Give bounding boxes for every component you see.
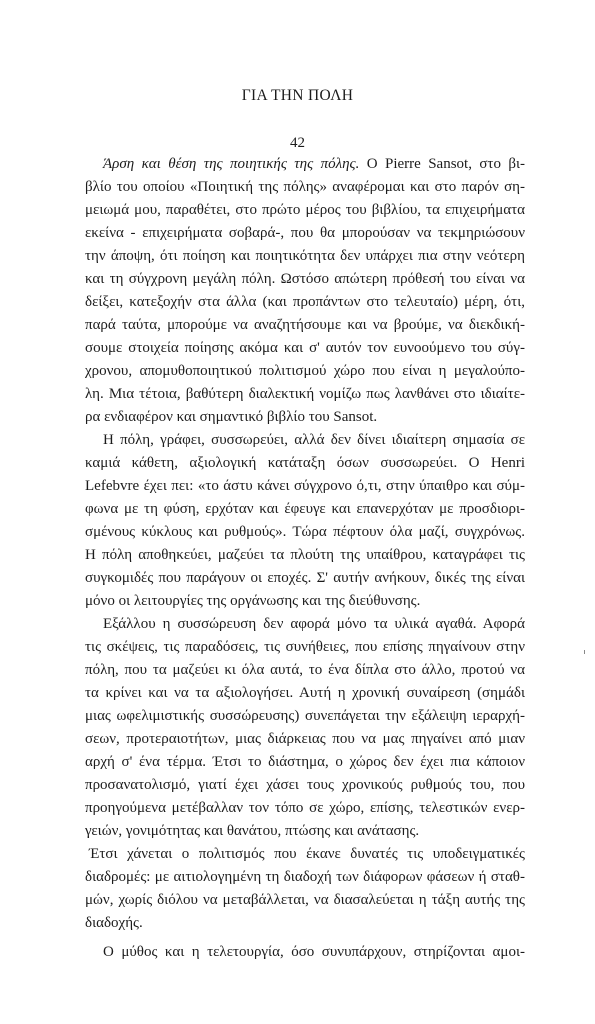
text-line: σμένους κύκλους και ρυθμούς». Τώρα πέφτουν όλα μαζί, συγχρόνως. xyxy=(85,524,525,540)
text-line: μιας ωφελιμιστικής συσσώρευσης) συνεπάγεται την εξάλειψη ιεραρχή- xyxy=(85,708,525,724)
text-line: παρά ταύτα, μπορούμε να αναζητήσουμε και να βρούμε, να διεκδική- xyxy=(85,317,525,333)
text-line: Ο μύθος και η τελετουργία, όσο συνυπάρχουν, στηρίζονται αμοι- xyxy=(103,944,525,960)
text-line: εκείνα - επιχειρήματα σοβαρά-, που θα μπορούσαν να τεκμηριώσουν xyxy=(85,225,525,241)
text-line xyxy=(85,153,525,176)
text-line: και τη σύγχρονη μεγάλη πόλη. Ωστόσο απώτερη πρόθεσή του είναι να xyxy=(85,271,525,287)
text-line: Lefebvre έχει πει: «το άστυ κάνει σύγχρονο ό,τι, στην ύπαιθρο και σύμ- xyxy=(85,478,525,494)
text-line: τις σκέψεις, τις παραδόσεις, τις συνήθειες, που επίσης πηγαίνουν στην xyxy=(85,639,525,655)
text-line: Εξάλλου η συσσώρευση δεν αφορά μόνο τα υλικά αγαθά. Αφορά xyxy=(103,616,525,632)
text-line: διαδοχής. xyxy=(85,915,143,931)
text-line: μειωμά μου, παραθέτει, στο πρώτο μέρος του βιβλίου, τα επιχειρήματα xyxy=(85,202,525,218)
text-line-content: Ο Pierre Sansot, στο βι- xyxy=(359,156,526,172)
text-line: φωνα με τη φύση, ερχόταν και έφευγε και επανερχόταν με προσδιορι- xyxy=(85,501,525,517)
paragraph xyxy=(85,843,525,935)
text-line: λη. Μια τέτοια, βαθύτερη διαλεκτική νομίζω πως λανθάνει στο ιδιαίτε- xyxy=(85,386,525,402)
text-line: πόλη, που τα μαζεύει κι όλα αυτά, το ένα δίπλα στο άλλο, προτού να xyxy=(85,662,525,678)
paragraph xyxy=(85,613,525,843)
text-line: καμιά κάθετη, αξιολογική κατάταξη όσων συσσωρεύει. Ο Henri xyxy=(85,455,525,471)
text-line: μών, χωρίς διόλου να μεταβάλλεται, να διασαλεύεται η τάξη αυτής της xyxy=(85,892,525,908)
paragraph xyxy=(85,941,525,964)
text-line: αρχή σ' ένα τέρμα. Έτσι το διάστημα, ο χώρος δεν έχει πια κάποιον xyxy=(85,754,525,770)
text-line: συγκομιδές που παράγουν οι εποχές. Σ' αυτήν ανήκουν, δικές της είναι xyxy=(85,570,525,586)
text-body xyxy=(85,153,525,964)
text-line: προσανατολισμό, γιατί έχει χάσει τους χρονικούς ρυθμούς του, που xyxy=(85,777,525,793)
text-line: σουμε στοιχεία ποίησης ακόμα και σ' αυτόν τον ευνοούμενο του σύγ- xyxy=(85,340,525,356)
paragraph xyxy=(85,153,525,429)
page-number: 42 xyxy=(290,135,305,151)
text-line: τα κρίνει και να τα αξιολογήσει. Αυτή η χρονική συναίρεση (σημάδι xyxy=(85,685,525,701)
italic-heading: Άρση και θέση της ποιητικής της πόλης. xyxy=(103,156,360,172)
text-line: γειών, γονιμότητας και θανάτου, πτώσης και ανάτασης. xyxy=(85,823,420,839)
text-line: ρα ενδιαφέρον και σημαντικό βιβλίο του Sansot. xyxy=(85,409,378,425)
scan-mark xyxy=(584,650,585,654)
text-line: διαδρομές: με αιτιολογημένη τη διαδοχή των διάφορων φάσεων ή σταθ- xyxy=(85,869,525,885)
text-line: Η πόλη, γράφει, συσσωρεύει, αλλά δεν δίνει ιδιαίτερη σημασία σε xyxy=(103,432,525,448)
text-line: χρονου, απομυθοποιητικού πολιτισμού χώρο που είναι η μεγαλούπο- xyxy=(85,363,525,379)
text-line: Έτσι χάνεται ο πολιτισμός που έκανε δυνατές τις υποδειγματικές xyxy=(89,846,525,862)
paragraph xyxy=(85,429,525,613)
text-line: την άποψη, ότι ποίηση και ποιητικότητα δεν υπάρχει πια στην νεότερη xyxy=(85,248,525,264)
text-line: βλίο του οποίου «Ποιητική της πόλης» αναφέρομαι και στο παρόν ση- xyxy=(85,179,525,195)
text-line: σεων, προτεραιοτήτων, μιας διάρκειας που να μας πηγαίνει από μιαν xyxy=(85,731,525,747)
text-line: μόνο οι λειτουργίες της οργάνωσης και της διεύθυνσης. xyxy=(85,593,421,609)
text-line: Η πόλη αποθηκεύει, μαζεύει τα πλούτη της υπαίθρου, καταγράφει τις xyxy=(85,547,525,563)
text-line: δείξει, κατεξοχήν στα άλλα (και προπάντων στο τελευταίο) μέρη, ότι, xyxy=(85,294,525,310)
running-header: ΓΙΑ ΤΗΝ ΠΟΛΗ xyxy=(241,87,354,104)
text-line: προηγούμενα μετέβαλλαν τον τόπο σε χώρο, επίσης, τελεστικών ενερ- xyxy=(85,800,525,816)
